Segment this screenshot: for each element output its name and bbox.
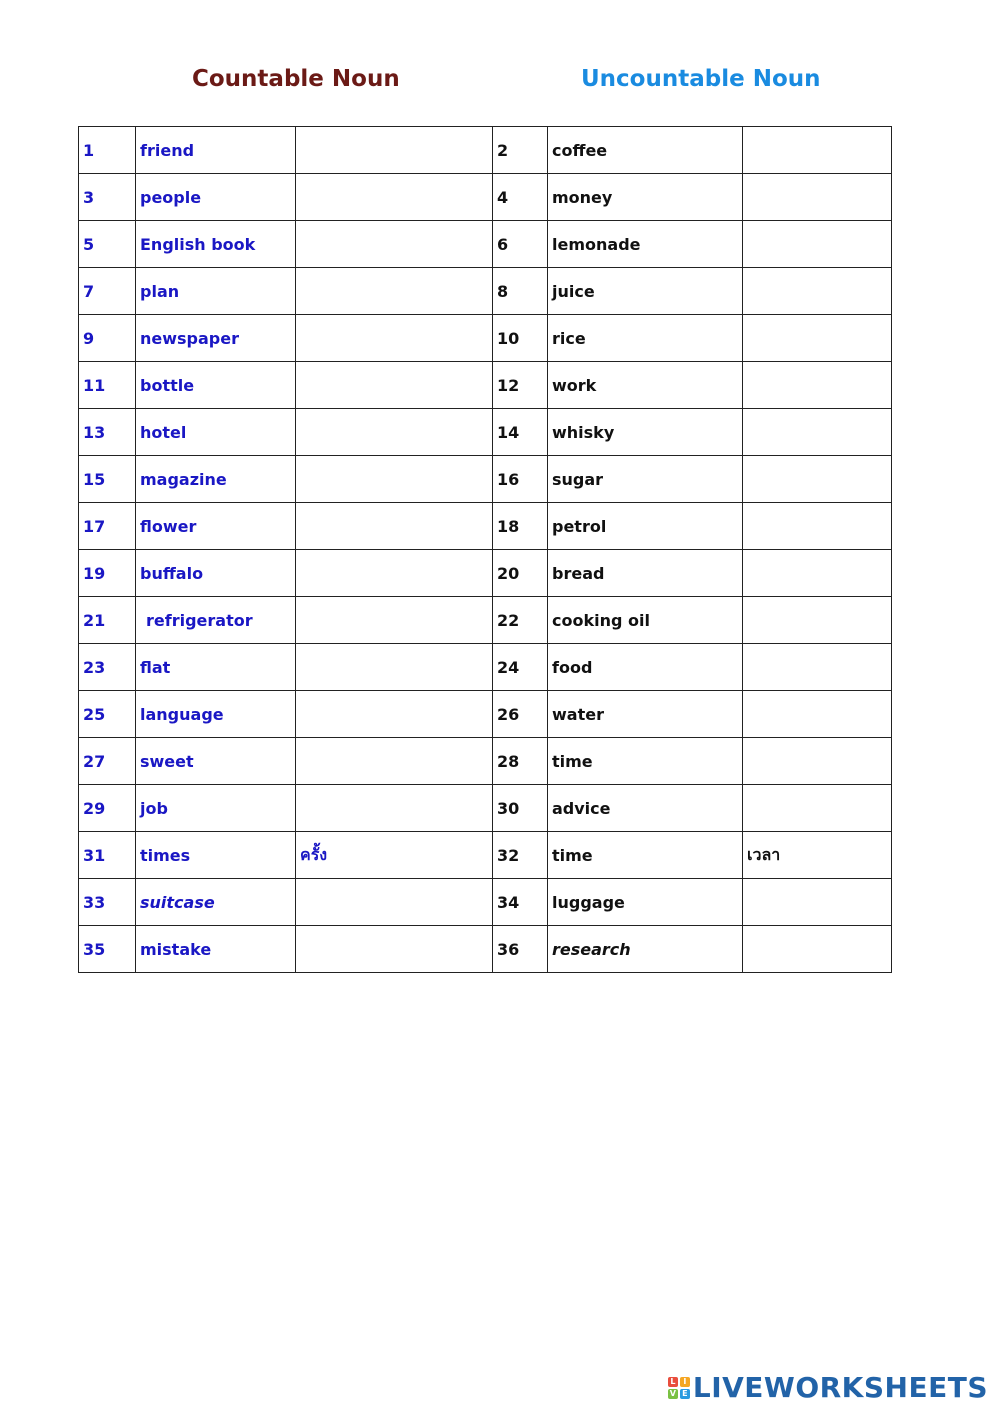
countable-word: refrigerator bbox=[136, 597, 296, 644]
table-row bbox=[79, 503, 892, 550]
countable-answer-field[interactable] bbox=[296, 221, 493, 268]
table-row bbox=[79, 879, 892, 926]
countable-word: friend bbox=[136, 127, 296, 174]
uncountable-number: 4 bbox=[493, 174, 548, 221]
uncountable-answer-field[interactable] bbox=[743, 785, 892, 832]
table-row bbox=[79, 832, 892, 879]
countable-word: newspaper bbox=[136, 315, 296, 362]
uncountable-number: 22 bbox=[493, 597, 548, 644]
table-row bbox=[79, 550, 892, 597]
uncountable-word: luggage bbox=[548, 879, 743, 926]
countable-word: people bbox=[136, 174, 296, 221]
countable-number: 31 bbox=[79, 832, 136, 879]
countable-answer-field[interactable] bbox=[296, 127, 493, 174]
uncountable-number: 14 bbox=[493, 409, 548, 456]
countable-answer-field[interactable] bbox=[296, 926, 493, 973]
uncountable-answer-field[interactable] bbox=[743, 268, 892, 315]
uncountable-word: food bbox=[548, 644, 743, 691]
countable-answer-field[interactable] bbox=[296, 597, 493, 644]
countable-answer-field[interactable]: ครั้ง bbox=[296, 832, 493, 879]
uncountable-number: 32 bbox=[493, 832, 548, 879]
countable-answer-field[interactable] bbox=[296, 738, 493, 785]
countable-number: 3 bbox=[79, 174, 136, 221]
countable-number: 1 bbox=[79, 127, 136, 174]
uncountable-word: money bbox=[548, 174, 743, 221]
table-row bbox=[79, 597, 892, 644]
countable-word: flower bbox=[136, 503, 296, 550]
uncountable-answer-field[interactable] bbox=[743, 503, 892, 550]
countable-answer-field[interactable] bbox=[296, 550, 493, 597]
countable-answer-field[interactable] bbox=[296, 174, 493, 221]
countable-word: job bbox=[136, 785, 296, 832]
countable-word: suitcase bbox=[136, 879, 296, 926]
countable-number: 11 bbox=[79, 362, 136, 409]
uncountable-answer-field[interactable] bbox=[743, 691, 892, 738]
uncountable-number: 2 bbox=[493, 127, 548, 174]
uncountable-word: lemonade bbox=[548, 221, 743, 268]
countable-number: 35 bbox=[79, 926, 136, 973]
uncountable-number: 34 bbox=[493, 879, 548, 926]
uncountable-answer-field[interactable] bbox=[743, 174, 892, 221]
uncountable-word: petrol bbox=[548, 503, 743, 550]
uncountable-number: 18 bbox=[493, 503, 548, 550]
uncountable-number: 6 bbox=[493, 221, 548, 268]
countable-word: buffalo bbox=[136, 550, 296, 597]
uncountable-word: research bbox=[548, 926, 743, 973]
uncountable-number: 26 bbox=[493, 691, 548, 738]
uncountable-number: 12 bbox=[493, 362, 548, 409]
uncountable-answer-field[interactable] bbox=[743, 597, 892, 644]
countable-number: 15 bbox=[79, 456, 136, 503]
uncountable-answer-field[interactable] bbox=[743, 127, 892, 174]
noun-table-body bbox=[79, 127, 892, 973]
uncountable-answer-field[interactable] bbox=[743, 926, 892, 973]
table-row bbox=[79, 785, 892, 832]
logo-tile-l: L bbox=[668, 1377, 678, 1387]
table-row bbox=[79, 926, 892, 973]
uncountable-answer-field[interactable] bbox=[743, 221, 892, 268]
countable-word: mistake bbox=[136, 926, 296, 973]
uncountable-word: bread bbox=[548, 550, 743, 597]
table-row bbox=[79, 456, 892, 503]
countable-number: 23 bbox=[79, 644, 136, 691]
countable-word: English book bbox=[136, 221, 296, 268]
logo-tile-e: E bbox=[680, 1389, 690, 1399]
uncountable-word: work bbox=[548, 362, 743, 409]
liveworksheets-logo-text: LIVEWORKSHEETS bbox=[692, 1371, 988, 1404]
countable-noun-heading: Countable Noun bbox=[192, 66, 400, 92]
countable-word: magazine bbox=[136, 456, 296, 503]
liveworksheets-logo bbox=[668, 1371, 988, 1404]
countable-word: bottle bbox=[136, 362, 296, 409]
uncountable-word: time bbox=[548, 738, 743, 785]
countable-answer-field[interactable] bbox=[296, 644, 493, 691]
countable-number: 21 bbox=[79, 597, 136, 644]
uncountable-number: 10 bbox=[493, 315, 548, 362]
uncountable-noun-heading: Uncountable Noun bbox=[581, 66, 821, 92]
countable-word: plan bbox=[136, 268, 296, 315]
uncountable-number: 24 bbox=[493, 644, 548, 691]
countable-answer-field[interactable] bbox=[296, 409, 493, 456]
countable-number: 9 bbox=[79, 315, 136, 362]
logo-tile-v: V bbox=[669, 1388, 676, 1398]
table-row bbox=[79, 409, 892, 456]
countable-answer-field[interactable] bbox=[296, 362, 493, 409]
table-row bbox=[79, 315, 892, 362]
table-row bbox=[79, 127, 892, 174]
uncountable-number: 28 bbox=[493, 738, 548, 785]
countable-number: 5 bbox=[79, 221, 136, 268]
countable-number: 7 bbox=[79, 268, 136, 315]
table-row bbox=[79, 738, 892, 785]
countable-answer-field[interactable] bbox=[296, 503, 493, 550]
uncountable-answer-field[interactable] bbox=[743, 738, 892, 785]
table-row bbox=[79, 362, 892, 409]
countable-number: 33 bbox=[79, 879, 136, 926]
countable-answer-field[interactable] bbox=[296, 879, 493, 926]
logo-tile-i: I bbox=[680, 1377, 690, 1387]
uncountable-word: time bbox=[548, 832, 743, 879]
uncountable-answer-field[interactable] bbox=[743, 315, 892, 362]
uncountable-answer-field[interactable] bbox=[743, 409, 892, 456]
uncountable-word: advice bbox=[548, 785, 743, 832]
uncountable-word: whisky bbox=[548, 409, 743, 456]
uncountable-word: sugar bbox=[548, 456, 743, 503]
countable-number: 29 bbox=[79, 785, 136, 832]
uncountable-answer-field[interactable] bbox=[743, 550, 892, 597]
countable-word: sweet bbox=[136, 738, 296, 785]
uncountable-answer-field[interactable] bbox=[743, 879, 892, 926]
countable-number: 25 bbox=[79, 691, 136, 738]
countable-word: times bbox=[136, 832, 296, 879]
countable-answer-field[interactable] bbox=[296, 785, 493, 832]
countable-answer-field[interactable] bbox=[296, 268, 493, 315]
uncountable-answer-field[interactable]: เวลา bbox=[743, 832, 892, 879]
table-row bbox=[79, 268, 892, 315]
countable-number: 19 bbox=[79, 550, 136, 597]
uncountable-word: water bbox=[548, 691, 743, 738]
uncountable-answer-field[interactable] bbox=[743, 644, 892, 691]
uncountable-word: coffee bbox=[548, 127, 743, 174]
countable-answer-field[interactable] bbox=[296, 315, 493, 362]
uncountable-number: 16 bbox=[493, 456, 548, 503]
liveworksheets-logo-icon bbox=[668, 1377, 690, 1399]
uncountable-answer-field[interactable] bbox=[743, 362, 892, 409]
countable-number: 13 bbox=[79, 409, 136, 456]
countable-number: 17 bbox=[79, 503, 136, 550]
uncountable-number: 8 bbox=[493, 268, 548, 315]
table-row bbox=[79, 174, 892, 221]
uncountable-number: 30 bbox=[493, 785, 548, 832]
countable-word: flat bbox=[136, 644, 296, 691]
uncountable-word: juice bbox=[548, 268, 743, 315]
table-row bbox=[79, 644, 892, 691]
uncountable-word: rice bbox=[548, 315, 743, 362]
table-row bbox=[79, 221, 892, 268]
countable-word: hotel bbox=[136, 409, 296, 456]
noun-table bbox=[78, 126, 892, 973]
uncountable-word: cooking oil bbox=[548, 597, 743, 644]
countable-answer-field[interactable] bbox=[296, 456, 493, 503]
countable-number: 27 bbox=[79, 738, 136, 785]
table-row bbox=[79, 691, 892, 738]
uncountable-answer-field[interactable] bbox=[743, 456, 892, 503]
countable-word: language bbox=[136, 691, 296, 738]
uncountable-number: 20 bbox=[493, 550, 548, 597]
countable-answer-field[interactable] bbox=[296, 691, 493, 738]
uncountable-number: 36 bbox=[493, 926, 548, 973]
